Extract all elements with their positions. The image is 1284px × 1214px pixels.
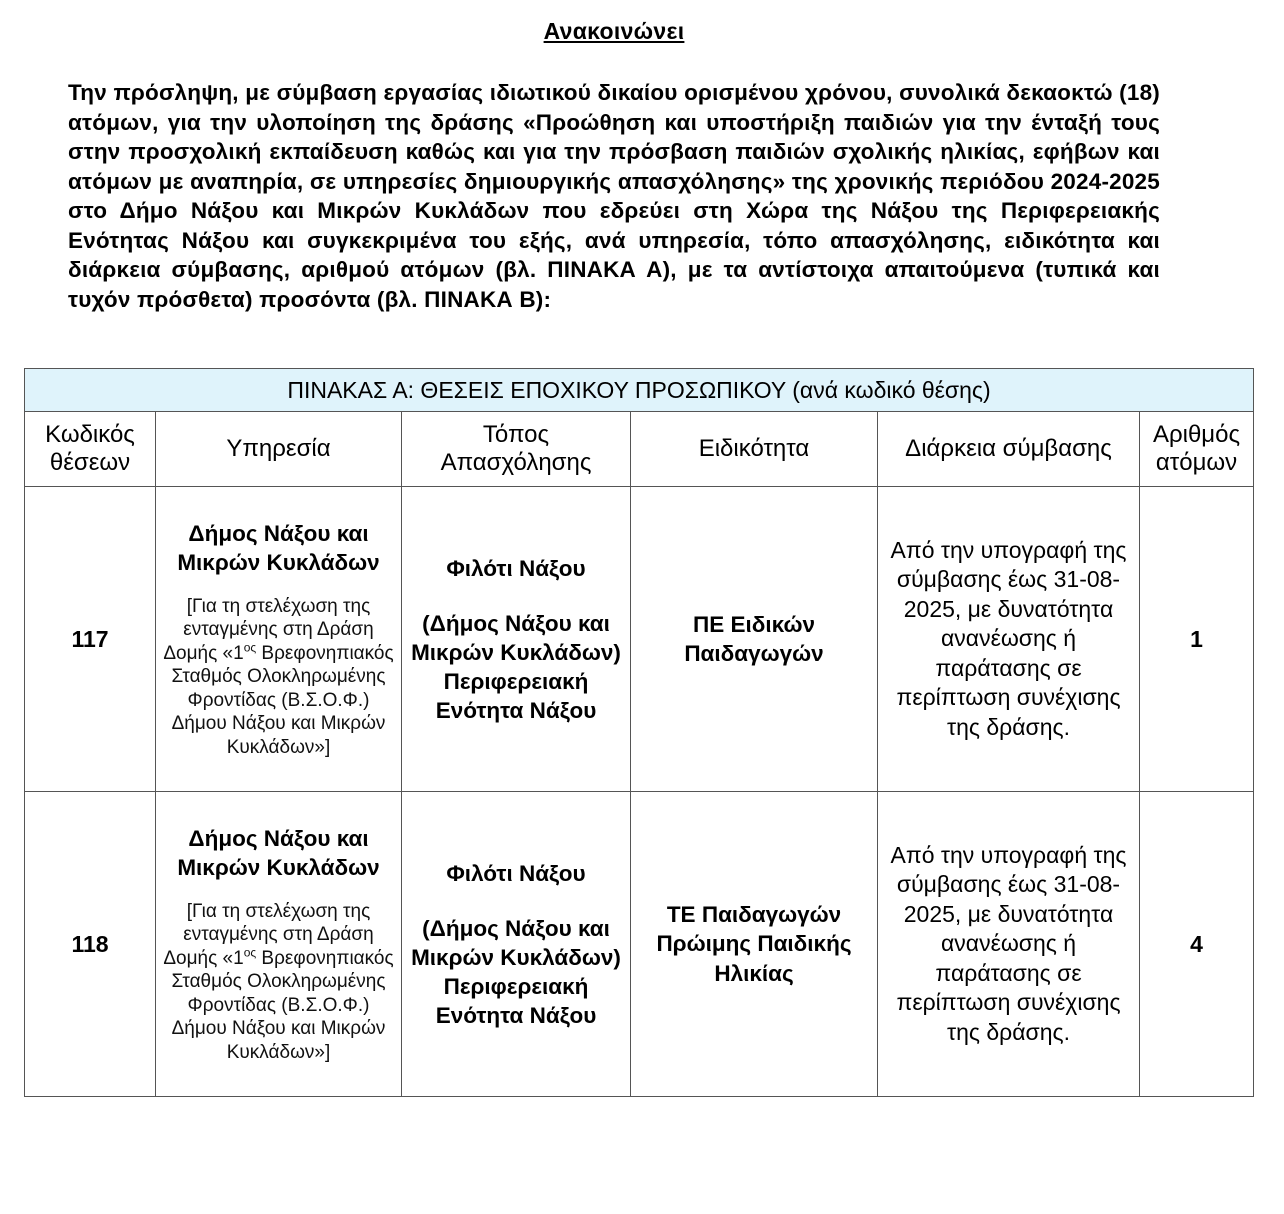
location-detail: (Δήμος Νάξου και Μικρών Κυκλάδων) Περιφερειακή Ενότητα Νάξου [411,915,621,1028]
header-code-line2: θέσεων [49,449,131,476]
service-note-post: Βρεφονηπιακός Σταθμός Ολοκληρωμένης Φροντίδας (Β.Σ.Ο.Φ.) Δήμου Νάξου και Μικρών Κυκλάδων»] [171,642,394,758]
row-count: 4 [1140,792,1254,1097]
row-service [156,792,402,1097]
service-note-sup: ος [243,945,257,960]
row-code: 118 [25,792,156,1097]
row-location [402,487,631,792]
table-row [25,487,1254,792]
service-name: Δήμος Νάξου και Μικρών Κυκλάδων [177,520,380,575]
row-service [156,487,402,792]
service-note-sup: ος [243,640,257,655]
service-name: Δήμος Νάξου και Μικρών Κυκλάδων [177,825,380,880]
location-name: Φιλότι Νάξου [446,555,586,581]
row-location [402,792,631,1097]
header-location-line2: Απασχόλησης [440,449,592,476]
location-detail: (Δήμος Νάξου και Μικρών Κυκλάδων) Περιφερειακή Ενότητα Νάξου [411,610,621,723]
service-note [160,900,397,1065]
service-note [160,595,397,760]
header-duration: Διάρκεια σύμβασης [878,412,1140,487]
row-duration: Από την υπογραφή της σύμβασης έως 31-08-2025, με δυνατότητα ανανέωσης ή παράτασης σε περίπτωση συνέχισης της δράσης. [878,487,1140,792]
table-row [25,792,1254,1097]
header-count [1140,412,1254,487]
intro-paragraph: Την πρόσληψη, με σύμβαση εργασίας ιδιωτικού δικαίου ορισμένου χρόνου, συνολικά δεκαοκτώ (18) ατόμων, για την υλοποίηση της δράσης «Προώθηση και υποστήριξη παιδιών για την ένταξή τους στην προσχολική εκπαίδευση καθώς και για την πρόσβαση παιδιών σχολικής ηλικίας, εφήβων και ατόμων με αναπηρία, σε υπηρεσίες δημιουργικής απασχόλησης» της χρονικής περιόδου 2024-2025 στο Δήμο Νάξου και Μικρών Κυκλάδων που εδρεύει στη Χώρα της Νάξου της Περιφερειακής Ενότητας Νάξου και συγκεκριμένα του εξής, ανά υπηρεσία, τόπο απασχόλησης, ειδικότητα και διάρκεια σύμβασης, αριθμού ατόμων (βλ. ΠΙΝΑΚΑ Α), με τα αντίστοιχα απαιτούμενα (τυπικά και τυχόν πρόσθετα) προσόντα (βλ. ΠΙΝΑΚΑ Β): [68,80,1160,312]
table-title: ΠΙΝΑΚΑΣ Α: ΘΕΣΕΙΣ ΕΠΟΧΙΚΟΥ ΠΡΟΣΩΠΙΚΟΥ (ανά κωδικό θέσης) [25,369,1254,412]
service-note-pre: [Για τη στελέχωση της ενταγμένης στη Δράση Δομής «1 [163,595,374,664]
header-code [25,412,156,487]
header-service: Υπηρεσία [156,412,402,487]
header-code-line1: Κωδικός [45,421,135,448]
header-specialty: Ειδικότητα [631,412,878,487]
header-location [402,412,631,487]
table-title-row [25,369,1254,412]
row-specialty: ΤΕ Παιδαγωγών Πρώιμης Παιδικής Ηλικίας [631,792,878,1097]
service-note-post: Βρεφονηπιακός Σταθμός Ολοκληρωμένης Φροντίδας (Β.Σ.Ο.Φ.) Δήμου Νάξου και Μικρών Κυκλάδων»] [171,947,394,1063]
row-specialty: ΠΕ Ειδικών Παιδαγωγών [631,487,878,792]
header-count-line2: ατόμων [1155,449,1238,476]
location-name: Φιλότι Νάξου [446,860,586,886]
table-header-row [25,412,1254,487]
header-location-line1: Τόπος [482,421,550,448]
service-note-pre: [Για τη στελέχωση της ενταγμένης στη Δράση Δομής «1 [163,900,374,969]
row-code: 117 [25,487,156,792]
header-count-line1: Αριθμός [1152,421,1241,448]
positions-table [24,368,1254,1097]
row-duration: Από την υπογραφή της σύμβασης έως 31-08-2025, με δυνατότητα ανανέωσης ή παράτασης σε περίπτωση συνέχισης της δράσης. [878,792,1140,1097]
announcement-heading: Ανακοινώνει [543,18,685,44]
row-count: 1 [1140,487,1254,792]
